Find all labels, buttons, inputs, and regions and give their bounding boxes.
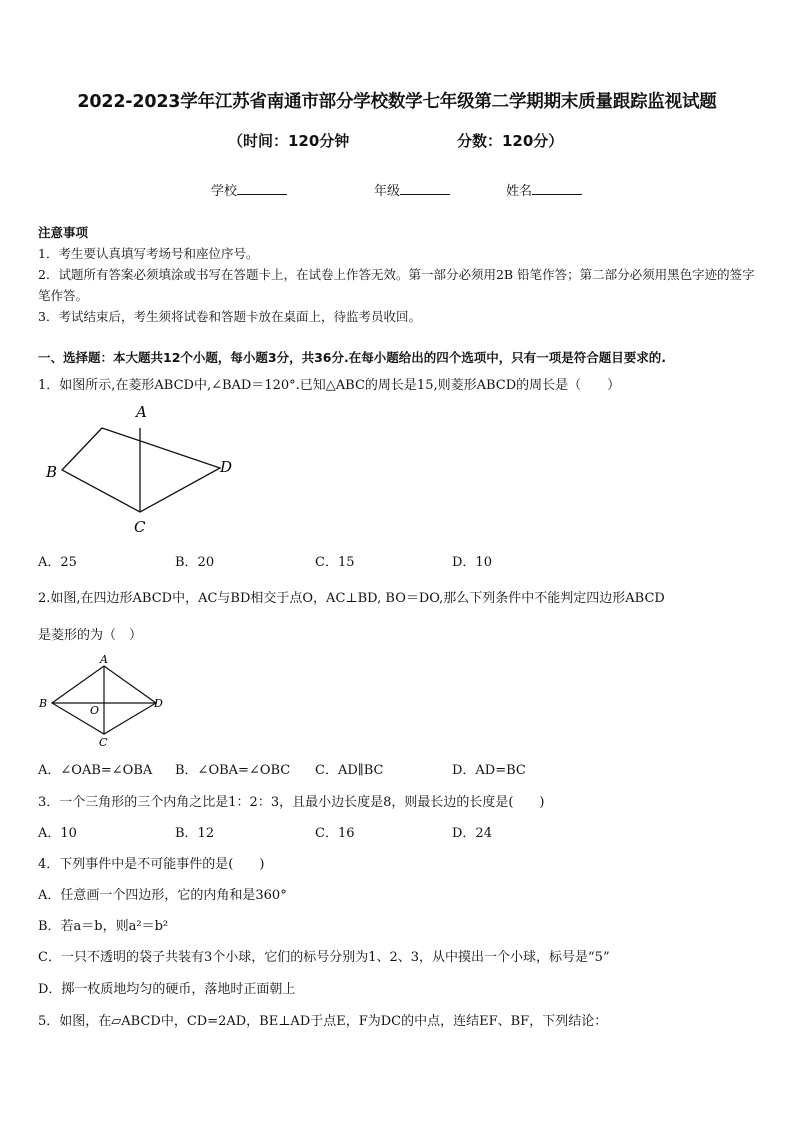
label-a: A <box>136 403 147 421</box>
question-1-text: 1．如图所示,在菱形ABCD中,∠BAD＝120°.已知△ABC的周长是15,则菱形ABCD的周长是（ ） <box>38 378 621 393</box>
label-c: C <box>99 736 108 749</box>
question-2-text: 2.如图,在四边形ABCD中，AC与BD相交于点O，AC⊥BD, BO＝DO,那么下列条件中不能判定四边形ABCD <box>38 591 665 606</box>
grade-label: 年级 <box>374 184 401 199</box>
exam-time: （时间：120分钟 <box>228 132 350 150</box>
school-label: 学校 <box>211 184 238 199</box>
q1-option-a[interactable]: A．25 <box>38 555 77 570</box>
label-o: O <box>90 704 100 717</box>
label-b: B <box>46 463 58 481</box>
q1-option-c[interactable]: C．15 <box>315 555 355 570</box>
q3-option-a[interactable]: A．10 <box>38 826 77 841</box>
grade-field <box>374 180 450 199</box>
q3-option-b[interactable]: B．12 <box>175 826 215 841</box>
q4-option-c[interactable]: C．一只不透明的袋子共装有3个小球，它们的标号分别为1、2、3，从中摸出一个小球，标号是“5” <box>38 950 610 965</box>
q3-option-d[interactable]: D．24 <box>452 826 492 841</box>
note-item: 3．考试结束后，考生须将试卷和答题卡放在桌面上，待监考员收回。 <box>38 309 421 324</box>
rhombus-outline <box>62 428 220 512</box>
q4-option-a[interactable]: A．任意画一个四边形，它的内角和是360° <box>38 888 287 903</box>
q2-option-b[interactable]: B．∠OBA=∠OBC <box>175 763 291 778</box>
label-d: D <box>154 697 163 710</box>
q1-option-b[interactable]: B．20 <box>175 555 215 570</box>
name-blank[interactable] <box>532 182 582 195</box>
q3-option-c[interactable]: C．16 <box>315 826 355 841</box>
section-heading: 一、选择题：本大题共12个小题，每小题3分，共36分.在每小题给出的四个选项中，只有一项是符合题目要求的. <box>38 350 666 365</box>
exam-score: 分数：120分） <box>457 132 564 150</box>
label-d: D <box>220 458 233 476</box>
note-item: 2．试题所有答案必须填涂或书写在答题卡上，在试卷上作答无效。第一部分必须用2B 铅笔作答；第二部分必须用黑色字迹的签字笔作答。 <box>38 267 755 303</box>
label-a: A <box>100 653 108 666</box>
label-c: C <box>134 518 146 536</box>
q1-option-d[interactable]: D．10 <box>452 555 492 570</box>
rhombus-figure-1 <box>40 400 240 540</box>
label-b: B <box>39 697 48 710</box>
exam-title: 2022-2023学年江苏省南通市部分学校数学七年级第二学期期末质量跟踪监视试题 <box>77 92 717 112</box>
question-2-text-cont: 是菱形的为（ ） <box>38 628 143 643</box>
q4-option-b[interactable]: B．若a＝b，则a²＝b² <box>38 919 169 934</box>
notes-heading: 注意事项 <box>38 225 89 240</box>
rhombus-figure-2 <box>36 652 172 750</box>
notes-block <box>38 222 762 327</box>
note-item: 1．考生要认真填写考场号和座位序号。 <box>38 246 259 261</box>
q2-option-d[interactable]: D．AD=BC <box>452 763 526 778</box>
school-field <box>211 180 287 199</box>
name-label: 姓名 <box>506 184 533 199</box>
school-blank[interactable] <box>237 182 287 195</box>
q4-option-d[interactable]: D．掷一枚质地均匀的硬币，落地时正面朝上 <box>38 982 296 997</box>
question-4-text: 4．下列事件中是不可能事件的是( ) <box>38 857 265 872</box>
question-3-text: 3．一个三角形的三个内角之比是1：2：3，且最小边长度是8，则最长边的长度是( ) <box>38 795 545 810</box>
name-field <box>506 180 582 199</box>
question-5-text: 5．如图，在▱ABCD中，CD=2AD，BE⊥AD于点E，F为DC的中点，连结EF、BF，下列结论： <box>38 1014 608 1029</box>
q2-option-a[interactable]: A．∠OAB=∠OBA <box>38 763 153 778</box>
grade-blank[interactable] <box>400 182 450 195</box>
q2-option-c[interactable]: C．AD∥BC <box>315 763 384 778</box>
